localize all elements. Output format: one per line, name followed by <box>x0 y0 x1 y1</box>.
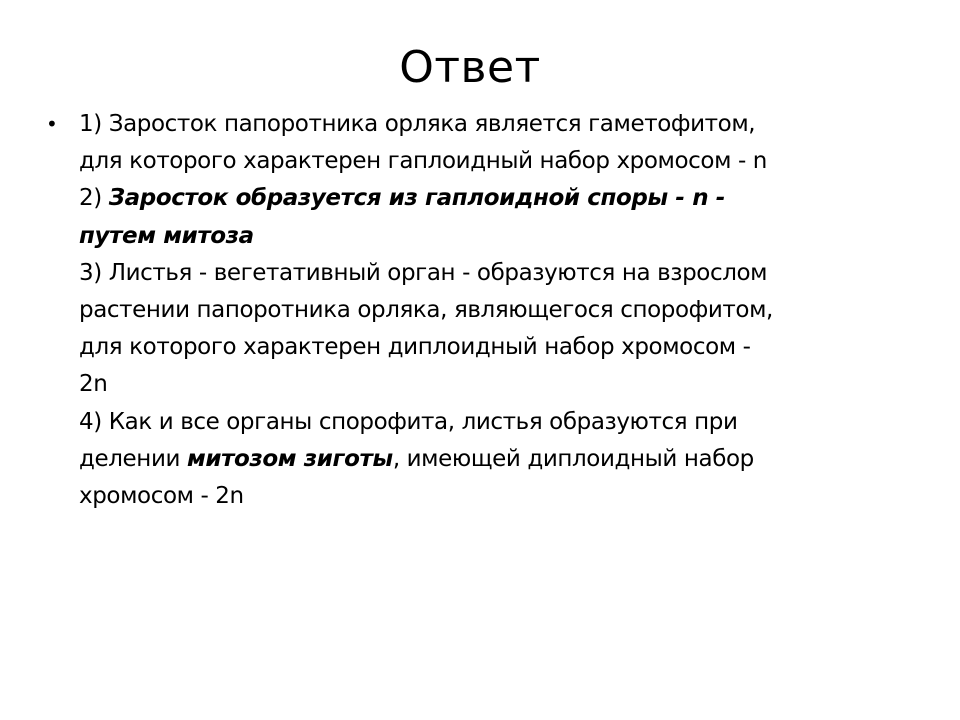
body-text-segment: делении <box>79 445 187 472</box>
body-text-segment: 1) Заросток папоротника орляка является гаметофитом, <box>79 111 756 137</box>
body-line <box>79 404 919 441</box>
body-text-segment: 3) Листья - вегетативный орган - образуются на взрослом <box>79 259 768 286</box>
slide-body-text <box>79 106 919 515</box>
body-text-segment: хромосом - 2n <box>79 483 244 510</box>
emphasized-text: Заросток образуется из гаплоидной споры - n - <box>108 185 725 212</box>
body-line <box>79 255 919 292</box>
body-text-segment: , имеющей диплоидный набор <box>392 445 754 472</box>
body-text-segment: 2) <box>79 185 109 212</box>
emphasized-text: путем митоза <box>79 222 254 249</box>
body-text-segment: для которого характерен диплоидный набор хромосом - <box>79 334 751 361</box>
body-line <box>79 329 919 366</box>
body-text-segment: растении папоротника орляка, являющегося спорофитом, <box>79 297 773 324</box>
body-text-segment: для которого характерен гаплоидный набор хромосом - n <box>79 148 767 175</box>
body-text-segment: 2n <box>79 371 108 398</box>
body-line <box>79 106 919 143</box>
body-line <box>79 180 919 217</box>
body-line <box>79 292 919 329</box>
body-line <box>79 441 919 478</box>
body-line <box>79 143 919 180</box>
body-line <box>79 478 919 515</box>
body-line <box>79 218 919 255</box>
body-text-segment: 4) Как и все органы спорофита, листья образуются при <box>79 408 738 435</box>
slide-title: Ответ <box>399 42 541 93</box>
body-line <box>79 366 919 403</box>
emphasized-text: митозом зиготы <box>186 445 393 472</box>
bullet-point-icon: • <box>46 112 58 136</box>
